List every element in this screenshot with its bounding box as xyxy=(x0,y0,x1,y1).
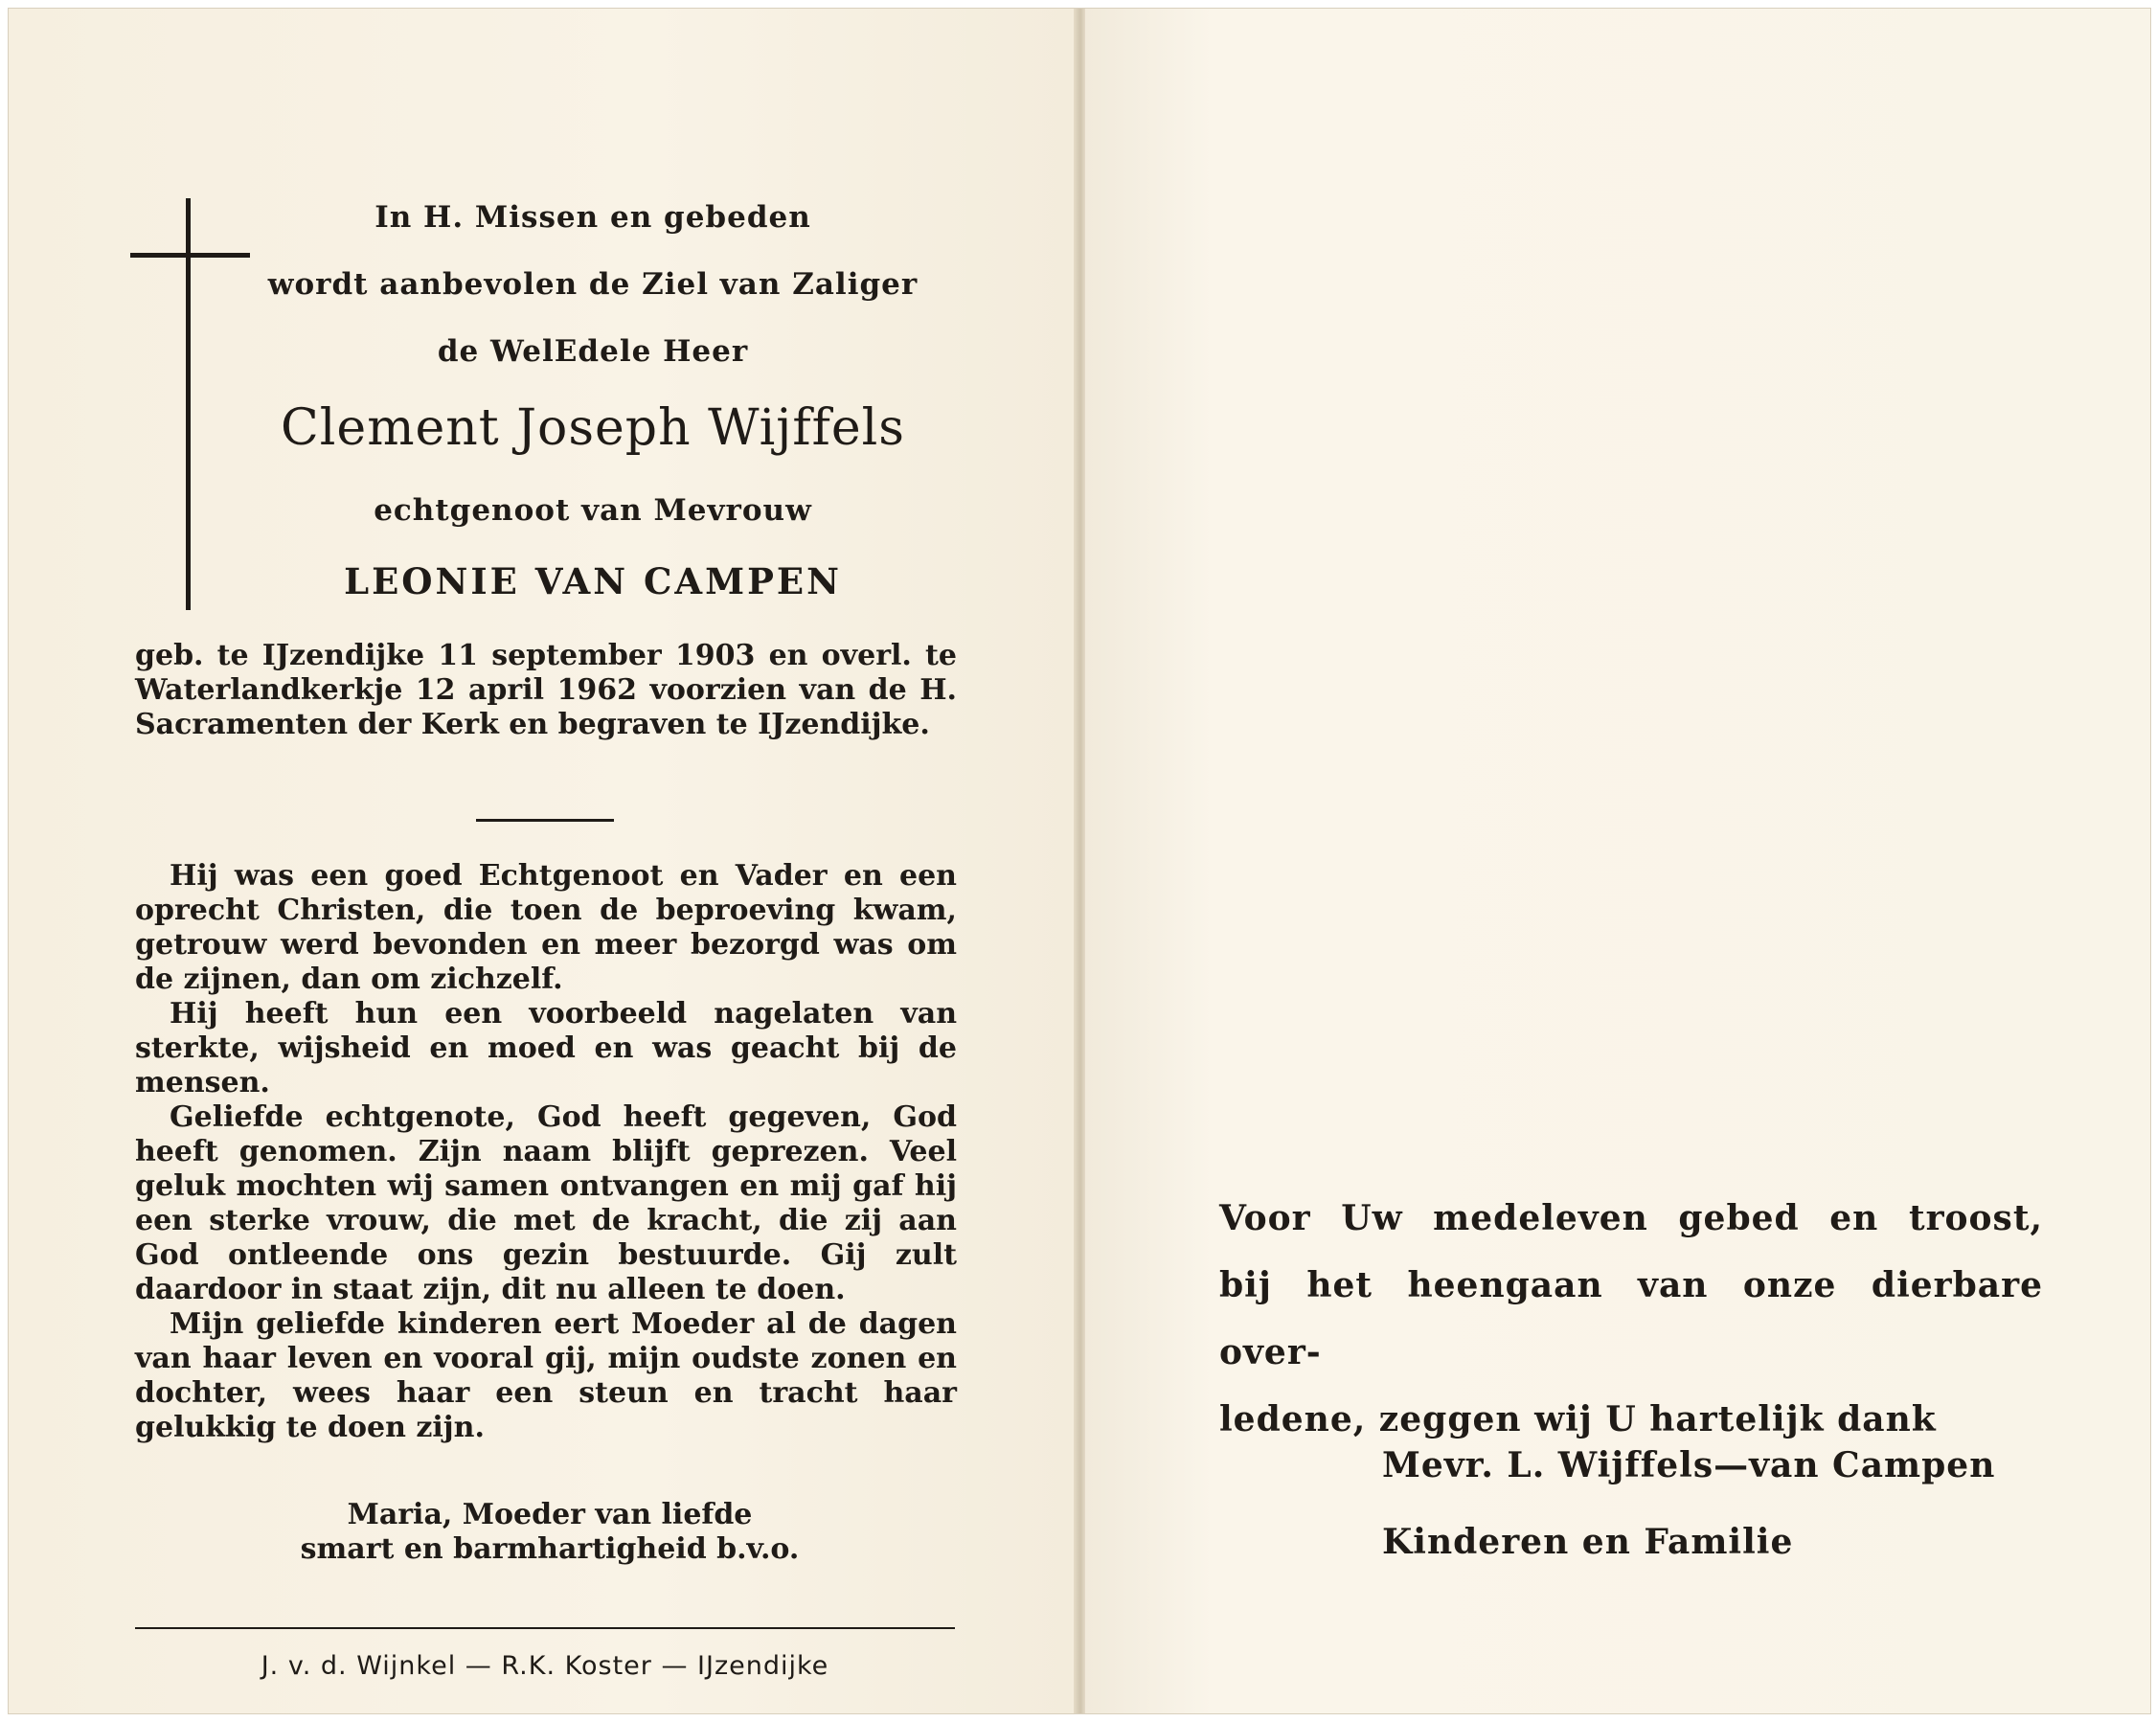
thanks-line-2: bij het heengaan van onze dierbare over- xyxy=(1219,1265,2043,1372)
thanks-line-1: Voor Uw medeleven gebed en troost, xyxy=(1219,1198,2043,1238)
body-paragraph: Mijn geliefde kinderen eert Moeder al de dagen van haar leven en vooral gij, mijn oudste zonen en dochter, wees haar een steun en tracht haar gelukkig te doen zijn. xyxy=(135,1307,957,1444)
cross-icon xyxy=(186,198,191,610)
intro-line-2: wordt aanbevolen de Ziel van Zaliger xyxy=(267,267,919,302)
cross-icon-bar xyxy=(130,253,250,258)
intro-line-1: In H. Missen en gebeden xyxy=(374,200,811,235)
body-text xyxy=(135,859,957,1445)
body-paragraph: Hij heeft hun een voorbeeld nagelaten van sterkte, wijsheid en moed en was geacht bij de mensen. xyxy=(135,997,957,1099)
deceased-name: Clement Joseph Wijffels xyxy=(281,399,905,457)
spouse-intro: echtgenoot van Mevrouw xyxy=(374,493,812,528)
memorial-card xyxy=(8,8,2151,1714)
thanks-line-3: ledene, zeggen wij U hartelijk dank xyxy=(1219,1399,1937,1439)
footer-rule xyxy=(135,1627,955,1629)
prayer-line-2: smart en barmhartigheid b.v.o. xyxy=(300,1532,800,1566)
prayer-line-1: Maria, Moeder van liefde xyxy=(347,1498,753,1531)
body-paragraph: Hij was een goed Echtgenoot en Vader en een oprecht Christen, die toen de beproeving kwam, getrouw werd bevonden en meer bezorgd was om de zijnen, dan om zichzelf. xyxy=(135,859,957,996)
thanks-text xyxy=(1219,1185,2043,1453)
signature-line-2: Kinderen en Familie xyxy=(1382,1522,1794,1562)
prayer xyxy=(248,1498,851,1567)
left-panel xyxy=(9,9,1076,1713)
spouse-name: LEONIE VAN CAMPEN xyxy=(344,560,842,602)
divider xyxy=(476,819,614,822)
body-paragraph: Geliefde echtgenote, God heeft gegeven, God heeft genomen. Zijn naam blijft geprezen. Veel geluk mochten wij samen ontvangen en mij gaf hij een sterke vrouw, die met de kracht, die zij aan God ontleende ons gezin bestuurde. Gij zult daardoor in staat zijn, dit nu alleen te doen. xyxy=(135,1100,957,1306)
printer-credit: J. v. d. Wijnkel — R.K. Koster — IJzendijke xyxy=(261,1651,829,1681)
intro-line-3: de WelEdele Heer xyxy=(437,334,749,369)
signature-line-1: Mevr. L. Wijffels—van Campen xyxy=(1382,1445,1996,1485)
birth-death-text: geb. te IJzendijke 11 september 1903 en overl. te Waterlandkerkje 12 april 1962 voorzien van de H. Sacramenten der Kerk en begraven te IJzendijke. xyxy=(135,639,957,741)
